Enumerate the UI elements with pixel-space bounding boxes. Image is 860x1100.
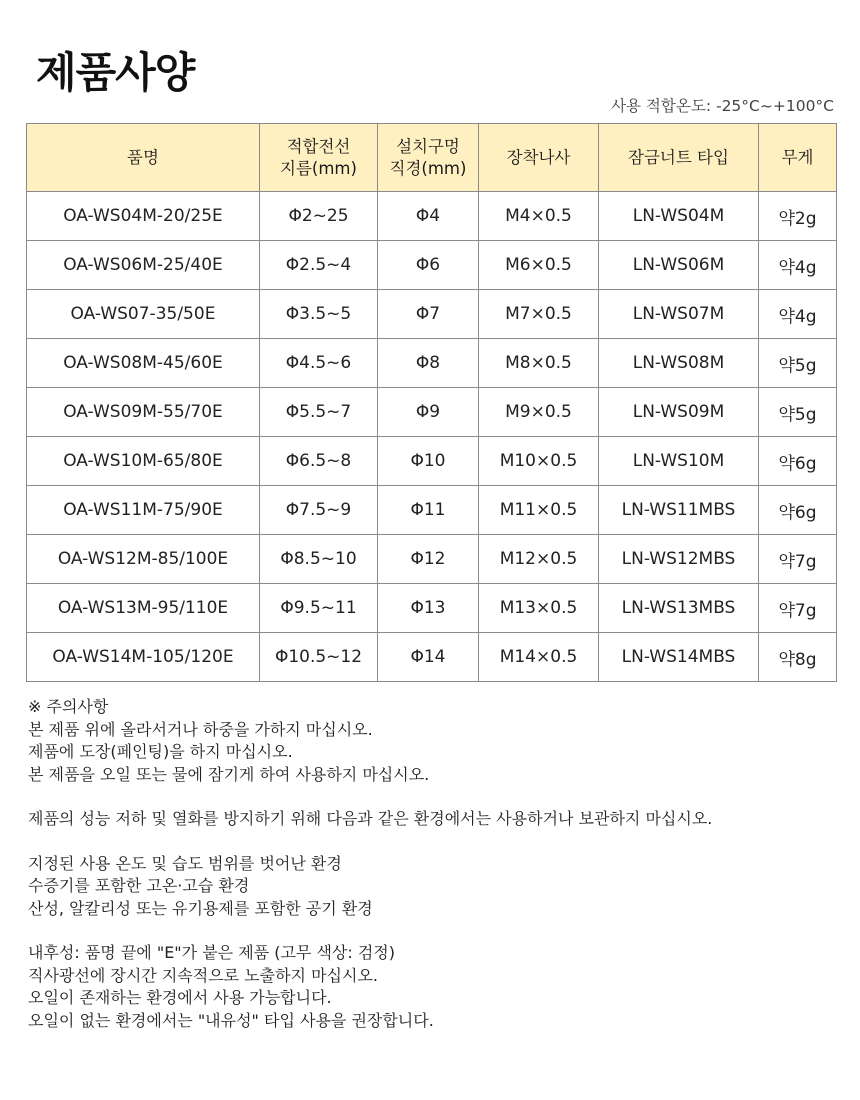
cell-wire-diameter: Φ10.5~12	[260, 633, 378, 682]
note-line: 수증기를 포함한 고온·고습 환경	[28, 876, 250, 895]
cell-hole-diameter: Φ14	[378, 633, 479, 682]
paragraph-gap	[28, 786, 848, 808]
note-line: 제품의 성능 저하 및 열화를 방지하기 위해 다음과 같은 환경에서는 사용하거나 보관하지 마십시오.	[28, 809, 713, 828]
cell-product-name: OA-WS07-35/50E	[27, 290, 260, 339]
cell-hole-diameter: Φ7	[378, 290, 479, 339]
cell-locknut-type: LN-WS09M	[599, 388, 759, 437]
cell-mount-screw: M13×0.5	[479, 584, 599, 633]
cell-hole-diameter: Φ12	[378, 535, 479, 584]
header-label-line: 잠금너트 타입	[628, 147, 729, 167]
cell-weight: 약4g	[759, 241, 837, 290]
note-line: 오일이 존재하는 환경에서 사용 가능합니다.	[28, 988, 332, 1007]
table-row	[27, 535, 837, 584]
header-product-name	[27, 124, 260, 192]
cell-wire-diameter: Φ4.5~6	[260, 339, 378, 388]
header-mount-screw	[479, 124, 599, 192]
note-line: 내후성: 품명 끝에 "E"가 붙은 제품 (고무 색상: 검정)	[28, 943, 395, 962]
cell-locknut-type: LN-WS13MBS	[599, 584, 759, 633]
paragraph-gap	[28, 920, 848, 942]
header-wire-diameter	[260, 124, 378, 192]
temperature-note: 사용 적합온도: -25°C~+100°C	[611, 97, 834, 115]
cell-weight: 약4g	[759, 290, 837, 339]
header-label-line: 품명	[127, 147, 159, 167]
cell-weight: 약8g	[759, 633, 837, 682]
cell-product-name: OA-WS12M-85/100E	[27, 535, 260, 584]
cell-hole-diameter: Φ6	[378, 241, 479, 290]
header-label-line: 장착나사	[506, 147, 571, 167]
note-line: 제품에 도장(페인팅)을 하지 마십시오.	[28, 742, 293, 761]
cell-product-name: OA-WS08M-45/60E	[27, 339, 260, 388]
cell-mount-screw: M4×0.5	[479, 192, 599, 241]
spec-table	[26, 123, 837, 682]
cell-wire-diameter: Φ2~25	[260, 192, 378, 241]
cell-wire-diameter: Φ9.5~11	[260, 584, 378, 633]
cell-product-name: OA-WS09M-55/70E	[27, 388, 260, 437]
cell-mount-screw: M12×0.5	[479, 535, 599, 584]
cell-hole-diameter: Φ13	[378, 584, 479, 633]
header-locknut-type	[599, 124, 759, 192]
table-row	[27, 486, 837, 535]
cell-product-name: OA-WS13M-95/110E	[27, 584, 260, 633]
cell-wire-diameter: Φ2.5~4	[260, 241, 378, 290]
cell-weight: 약7g	[759, 535, 837, 584]
paragraph-gap	[28, 831, 848, 853]
cell-weight: 약6g	[759, 437, 837, 486]
cell-wire-diameter: Φ7.5~9	[260, 486, 378, 535]
note-line: 본 제품 위에 올라서거나 하중을 가하지 마십시오.	[28, 719, 373, 739]
cell-wire-diameter: Φ6.5~8	[260, 437, 378, 486]
cell-mount-screw: M10×0.5	[479, 437, 599, 486]
cell-locknut-type: LN-WS04M	[599, 192, 759, 241]
cell-wire-diameter: Φ5.5~7	[260, 388, 378, 437]
cell-mount-screw: M14×0.5	[479, 633, 599, 682]
table-row	[27, 290, 837, 339]
header-weight	[759, 124, 837, 192]
cell-mount-screw: M11×0.5	[479, 486, 599, 535]
cell-mount-screw: M7×0.5	[479, 290, 599, 339]
table-row	[27, 241, 837, 290]
table-row	[27, 339, 837, 388]
cell-hole-diameter: Φ8	[378, 339, 479, 388]
cell-mount-screw: M6×0.5	[479, 241, 599, 290]
cell-weight: 약2g	[759, 192, 837, 241]
cell-locknut-type: LN-WS06M	[599, 241, 759, 290]
note-line: 지정된 사용 온도 및 습도 범위를 벗어난 환경	[28, 853, 342, 873]
cell-wire-diameter: Φ8.5~10	[260, 535, 378, 584]
cell-locknut-type: LN-WS08M	[599, 339, 759, 388]
cell-weight: 약6g	[759, 486, 837, 535]
cell-hole-diameter: Φ10	[378, 437, 479, 486]
table-row	[27, 388, 837, 437]
note-line: 오일이 없는 환경에서는 "내유성" 타입 사용을 권장합니다.	[28, 1010, 434, 1030]
table-row	[27, 437, 837, 486]
cell-locknut-type: LN-WS07M	[599, 290, 759, 339]
header-label-line: 직경(mm)	[389, 158, 467, 178]
cell-hole-diameter: Φ11	[378, 486, 479, 535]
note-line: 산성, 알칼리성 또는 유기용제를 포함한 공기 환경	[28, 898, 373, 918]
page-title: 제품사양	[36, 48, 195, 97]
cell-mount-screw: M9×0.5	[479, 388, 599, 437]
cell-product-name: OA-WS11M-75/90E	[27, 486, 260, 535]
cell-hole-diameter: Φ9	[378, 388, 479, 437]
header-label-line: 무게	[781, 147, 814, 167]
cell-locknut-type: LN-WS10M	[599, 437, 759, 486]
cell-mount-screw: M8×0.5	[479, 339, 599, 388]
table-row	[27, 584, 837, 633]
table-row	[27, 633, 837, 682]
cell-product-name: OA-WS14M-105/120E	[27, 633, 260, 682]
header-label-line: 적합전선	[286, 137, 351, 157]
cell-weight: 약5g	[759, 339, 837, 388]
cell-locknut-type: LN-WS14MBS	[599, 633, 759, 682]
cell-locknut-type: LN-WS12MBS	[599, 535, 759, 584]
note-line: 직사광선에 장시간 지속적으로 노출하지 마십시오.	[28, 965, 379, 985]
cell-product-name: OA-WS04M-20/25E	[27, 192, 260, 241]
cell-weight: 약7g	[759, 584, 837, 633]
note-line: 본 제품을 오일 또는 물에 잠기게 하여 사용하지 마십시오.	[28, 764, 430, 784]
cell-hole-diameter: Φ4	[378, 192, 479, 241]
header-label-line: 지름(mm)	[280, 158, 357, 178]
cell-locknut-type: LN-WS11MBS	[599, 486, 759, 535]
header-label-line: 설치구멍	[396, 137, 460, 157]
cell-wire-diameter: Φ3.5~5	[260, 290, 378, 339]
caution-notes	[28, 696, 848, 1032]
header-hole-diameter	[378, 124, 479, 192]
table-row	[27, 192, 837, 241]
note-line: ※ 주의사항	[28, 697, 109, 716]
table-header-row	[27, 124, 837, 192]
cell-product-name: OA-WS10M-65/80E	[27, 437, 260, 486]
cell-weight: 약5g	[759, 388, 837, 437]
cell-product-name: OA-WS06M-25/40E	[27, 241, 260, 290]
